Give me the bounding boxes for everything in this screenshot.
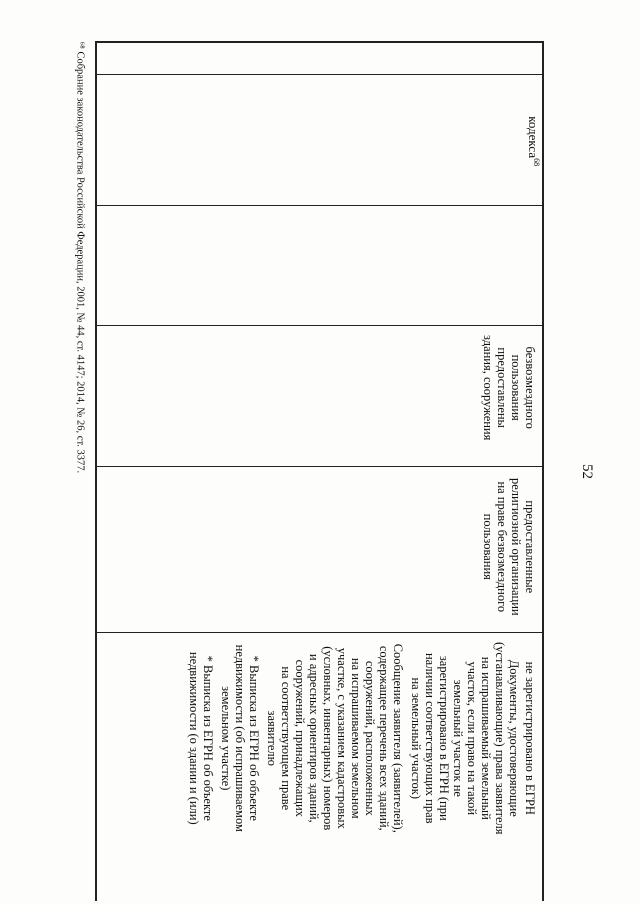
table-border-left (95, 41, 97, 901)
cell-col4 (187, 642, 537, 835)
col4-doc-line: участок, если право на такой (465, 661, 479, 816)
col4-egrn1-line: земельном участке) (219, 686, 233, 791)
col4-msg-line: сооружений, принадлежащих (293, 659, 307, 817)
table-border-right (542, 41, 544, 901)
col4-doc-line: земельный участок не (451, 679, 465, 797)
table-row-line-4 (95, 466, 543, 467)
col2-line: пользования (509, 354, 523, 421)
kodeksa-footnote-ref: 68 (532, 158, 542, 167)
col3-line: пользования (481, 513, 495, 580)
page-number: 52 (579, 464, 595, 479)
footnote: ⁶⁸ Собрание законодательства Российской Федерации, 2001, № 44, ст. 4147; 2014, № 26, ст. 3377. (74, 41, 86, 474)
col4-egrn1-line: недвижимости (об испрашиваемом (233, 644, 247, 832)
col4-msg-line: сооружений, расположенных (363, 660, 377, 816)
kodeksa-text: кодекса (525, 116, 541, 159)
col4-doc-line: на земельный участок) (409, 677, 423, 800)
col3-line: религиозной организации (509, 478, 523, 616)
col2-line: предоставлены (495, 347, 509, 428)
cell-col2 (481, 335, 537, 440)
col4-msg-line: участке, с указанием кадастровых (335, 647, 349, 829)
table-row-line-5 (95, 632, 543, 633)
col4-msg-line: Сообщение заявителя (заявителей), (391, 643, 405, 833)
table-row-line-1 (95, 74, 543, 75)
col4-doc-line: зарегистрировано в ЕГРН (при (437, 655, 451, 821)
cell-col3 (481, 478, 537, 616)
col2-line: здания, сооружения (481, 335, 495, 441)
col4-egrn1-line: * Выписка из ЕГРН об объекте (247, 655, 261, 821)
col4-egrn2-line: * Выписка из ЕГРН об объекте (201, 655, 215, 821)
col4-msg-line: и адресных ориентиров зданий, (307, 653, 321, 823)
col4-doc-line: на испрашиваемый земельный (479, 656, 493, 820)
col4-msg-line: (условных, инвентарных) номеров (321, 646, 335, 831)
col4-doc-line: Документы, удостоверяющие (507, 659, 521, 817)
col4-msg-line: содержащее перечень всех зданий, (377, 645, 391, 831)
table-row-line-2 (95, 205, 543, 206)
table-row-line-3 (95, 325, 543, 326)
cell-kodeksa (525, 116, 541, 166)
col4-doc-line: (устанавливающие) права заявителя (493, 642, 507, 835)
col3-line: на праве безвозмездного (495, 481, 509, 613)
col4-top: не зарегистрировано в ЕГРН (523, 661, 537, 815)
table-border-top (95, 41, 543, 43)
col4-msg-line: заявителю (265, 710, 279, 766)
col4-msg-line: на испрашиваемом земельном (349, 657, 363, 819)
col3-line: предоставленные (523, 500, 537, 594)
col4-egrn2-line: недвижимости (о здании и (или) (187, 651, 201, 825)
col4-msg-line: на соответствующем праве (279, 666, 293, 811)
col4-doc-line: наличии соответствующих прав (423, 652, 437, 824)
col2-line: безвозмездного (523, 346, 537, 429)
